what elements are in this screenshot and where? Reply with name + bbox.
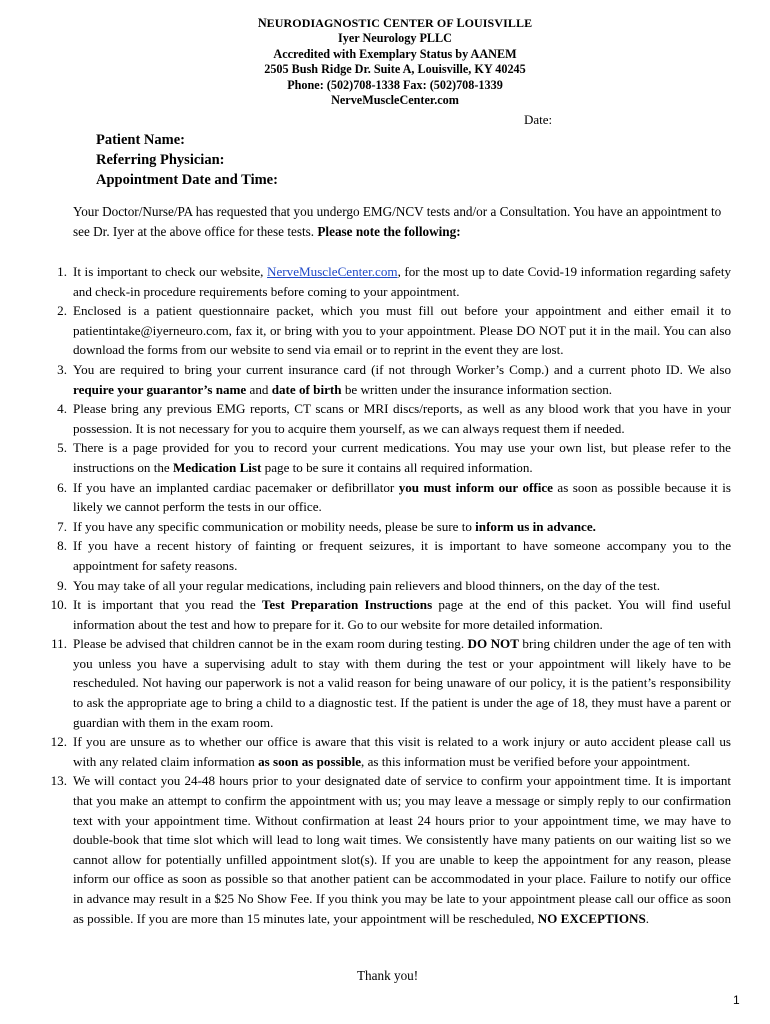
list-item: 6. If you have an implanted cardiac pacemaker or defibrillator you must inform our office as soon as possible because it is likely we cannot perform the tests in our office. [57,479,731,515]
patient-name-label: Patient Name: [96,132,185,148]
instruction-list [0,262,770,928]
org-name: NEURODIAGNOSTIC CENTER OF LOUISVILLE [257,16,533,30]
list-item: 7. If you have any specific communication or mobility needs, please be sure to inform us in advance. [57,518,596,534]
list-item: 9. You may take of all your regular medications, including pain relievers and blood thinners, on the day of the test. [57,577,661,593]
website-link[interactable]: NerveMuscleCenter.com [267,264,398,279]
list-item: 2. Enclosed is a patient questionnaire packet, which you must fill out before your appointment and either email it to patientintake@iyerneuro.com, fax it, or bring with you to your appointment. Please DO NOT put it in the mail. You can also download the forms from our website to send via email or to reprint in the event they are lost. [57,303,731,358]
website: NerveMuscleCenter.com [331,93,459,108]
patient-info [96,130,278,190]
phone-fax: Phone: (502)708-1338 Fax: (502)708-1339 [287,77,503,92]
appointment-label: Appointment Date and Time: [96,172,278,188]
list-item: 3. You are required to bring your current insurance card (if not through Worker’s Comp.) and a current photo ID. We also require your guarantor’s name and date of birth be written under the insurance information section. [57,361,731,397]
date-label: Date: [524,112,553,127]
list-item: 4. Please bring any previous EMG reports, CT scans or MRI discs/reports, as well as any blood work that you have in your possession. It is not necessary for you to acquire them yourself, as we can always request them if needed. [57,401,731,436]
intro-paragraph: Your Doctor/Nurse/PA has requested that you undergo EMG/NCV tests and/or a Consultation. You have an appointment to see Dr. Iyer at the above office for these tests. Please note the following: [73,204,722,239]
list-item: 11. Please be advised that children cannot be in the exam room during testing. DO NOT bring children under the age of ten with you unless you have a supervising adult to stay with them during the test or your appointment will likely have to be rescheduled. Not having our paperwork is not a valid reason for being unaware of our policy, it is the patient’s responsibility to ask the appropriate age to bring a child to a diagnostic test. If the patient is under the age of 18, they must have a parent or guardian with them in the exam room. [51,636,731,730]
letterhead [0,16,770,108]
list-item: 1. It is important to check our website, NerveMuscleCenter.com, for the most up to date Covid-19 information regarding safety and check-in procedure requirements before coming to your appointment. [57,264,731,299]
list-item: 12. If you are unsure as to whether our office is aware that this visit is related to a work injury or auto accident please call us with any related claim information as soon as possible, as this information must be verified before your appointment. [50,734,731,769]
list-item: 13. We will contact you 24-48 hours prior to your designated date of service to confirm your appointment time. It is important that you make an attempt to confirm the appointment with us; you may leave a message or simply reply to our confirmation text with your appointment time. Without confirmation at least 24 hours prior to your appointment time, we may have to double-book that time slot which will lead to long wait times. We consistently have many patients on our waiting list so we cannot allow for potentially unfilled appointment slot(s). If you are unable to keep the appointment for any reason, please inform our office as soon as possible so that another patient can be accommodated in your place. Failure to notify our office in advance may result in a $25 No Show Fee. If you think you may be late to your appointment please call our office as soon as possible. If you are more than 15 minutes late, your appointment will be rescheduled, NO EXCEPTIONS. [50,773,731,926]
accreditation: Accredited with Exemplary Status by AANEM [273,46,517,61]
page-number: 1 [733,993,740,1007]
practice-name: Iyer Neurology PLLC [338,31,452,46]
address: 2505 Bush Ridge Dr. Suite A, Louisville, KY 40245 [264,62,526,77]
list-item: 8. If you have a recent history of fainting or frequent seizures, it is important to have someone accompany you to the appointment for safety reasons. [57,538,731,573]
list-item: 10. It is important that you read the Test Preparation Instructions page at the end of this packet. You will find useful information about the test and how to prepare for it. Go to our website for more detailed information. [50,597,731,632]
thank-you: Thank you! [357,968,419,983]
list-item: 5. There is a page provided for you to record your current medications. You may use your own list, but please refer to the instructions on the Medication List page to be sure it contains all required information. [57,440,731,475]
referring-physician-label: Referring Physician: [96,152,225,168]
